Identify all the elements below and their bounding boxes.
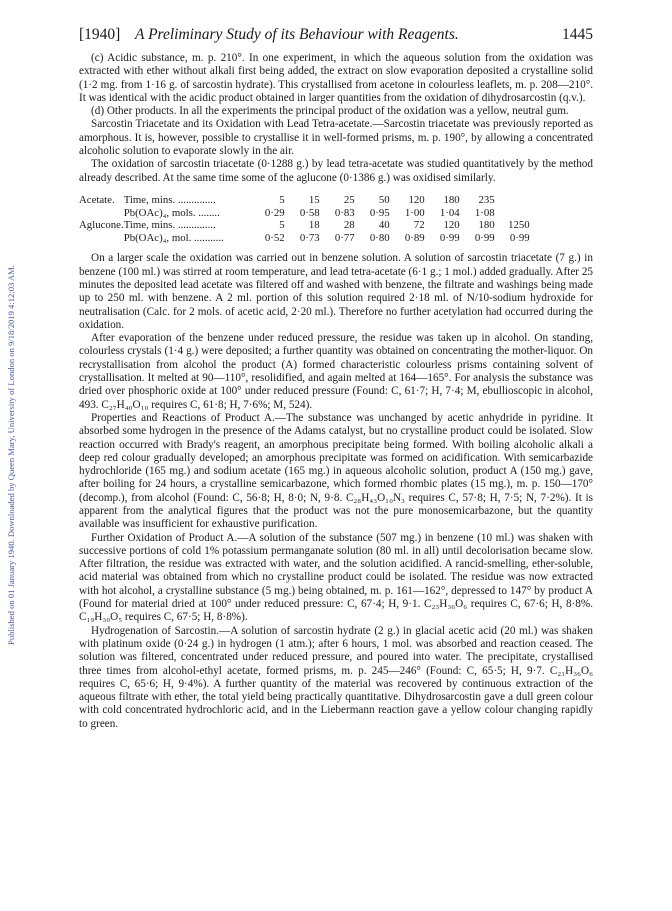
table-group-label: Aglucone. bbox=[79, 219, 124, 232]
oxidation-data-table bbox=[79, 194, 534, 244]
table-cell: 1250 bbox=[508, 219, 530, 232]
table-cell: 0·99 bbox=[439, 231, 460, 244]
table-row bbox=[79, 219, 534, 232]
paragraph-hydrogenation: Hydrogenation of Sarcostin.—A solution of sarcostin hydrate (2 g.) in glacial acetic acid (20 ml.) was shaken with platinum oxide (0·24 g.) in hydrogen (1 atm.); after 6 hours, 1 mol. was absorbed and reaction ceased. The solution was filtered, concentrated under reduced pressure, and poured into water. The precipitate, crystallised three times from alcohol-ethyl acetate, formed prisms, m. p. 245—246° (Found: C, 65·5; H, 9·7. C₂₁H₃₆O₆ requires C, 65·6; H, 9·4%). A further quantity of the material was recovered by continuous extraction of the aqueous filtrate with ether, the total yield being practically quantitative. Dihydrosarcostin gave a dull green colour with cold concentrated hydrochloric acid, and in the Liebermann reaction gave a yellow colour changing rapidly to green. bbox=[79, 624, 593, 730]
table-cell: 1·08 bbox=[474, 206, 495, 219]
table-cell: 0·77 bbox=[334, 231, 355, 244]
paragraph-further-oxidation: Further Oxidation of Product A.—A solution of the substance (507 mg.) in benzene (10 ml.) was shaken with successive portions of cold 1% potassium permanganate solution (80 ml. in all) until decolorisation became slow. After filtration, the residue was extracted with water, and the solution acidified. A rancid-smelling, ether-soluble, acid material was obtained from which no crystalline product could be isolated. The residue was now extracted with hot alcohol, a crystalline substance (5 mg.) being obtained, m. p. 161—162°, depressed to 147° by product A (Found for material dried at 100° under reduced pressure: C, 67·4; H, 9·1. C₂₃H₃₆O₆ requires C, 67·6; H, 8·8%. C₁₉H₃₀O₅ requires C, 67·5; H, 8·8%). bbox=[79, 531, 593, 624]
paragraph-properties-product-a: Properties and Reactions of Product A.—The substance was unchanged by acetic anhydride in pyridine. It absorbed some hydrogen in the presence of the Adams catalyst, but no crystalline product could be isolated. Slow reaction occurred with Brady's reagent, an amorphous precipitate being formed. With boiling alcoholic alkali a deep red colour gradually developed; an amorphous precipitate was formed on acidification. With semicarbazide hydrochloride (165 mg.) and sodium acetate (165 mg.) in aqueous alcoholic solution, product A (150 mg.) gave, after boiling for 24 hours, a crystalline semicarbazone, which formed rhombic plates (15 mg.), m. p. 150—170° (decomp.), from alcohol (Found: C, 56·8; H, 8·0; N, 9·8. C₂₈H₄₃O₁₀N₃ requires C, 57·8; H, 7·5; N, 7·2%). It is apparent from the analytical figures that the product was not the pure monosemicarbazone, but the quantity available was insufficient for exhaustive purification. bbox=[79, 411, 593, 531]
table-cell: 25 bbox=[343, 193, 355, 206]
article-body bbox=[79, 52, 593, 731]
table-cell bbox=[499, 207, 534, 220]
table-cell: 72 bbox=[413, 219, 425, 232]
table-cell: 120 bbox=[443, 219, 460, 232]
running-header bbox=[79, 26, 593, 44]
paragraph-sarcostin-triacetate: Sarcostin Triacetate and its Oxidation with Lead Tetra-acetate.—Sarcostin triacetate was previously reported as amorphous. It is, however, possible to crystallise it in well-formed prisms, m. p. 190°, by allowing a concentrated alcoholic solution to evaporate slowly in the air. bbox=[79, 118, 593, 158]
table-cell: 1·00 bbox=[404, 206, 425, 219]
table-cell: 1·04 bbox=[439, 206, 460, 219]
table-cell: 0·95 bbox=[369, 206, 390, 219]
table-cell: 180 bbox=[478, 219, 495, 232]
table-cell: 0·89 bbox=[404, 231, 425, 244]
table-cell: 120 bbox=[408, 193, 425, 206]
table-cell: 40 bbox=[378, 219, 390, 232]
table-cell: 0·73 bbox=[299, 231, 320, 244]
table-cell: 0·29 bbox=[264, 206, 285, 219]
oxidation-table bbox=[79, 194, 593, 244]
table-cell bbox=[499, 194, 534, 207]
table-row bbox=[79, 232, 534, 245]
paragraph-oxidation-quantitative: The oxidation of sarcostin triacetate (0·1288 g.) by lead tetra-acetate was studied quantitatively by the method already described. At the same time some of the aglucone (0·1386 g.) was oxidised similarly. bbox=[79, 158, 593, 184]
table-cell: 235 bbox=[478, 193, 495, 206]
table-cell: 180 bbox=[443, 193, 460, 206]
table-row bbox=[79, 194, 534, 207]
table-cell: 0·52 bbox=[264, 231, 285, 244]
paragraph-other-products: (d) Other products. In all the experiments the principal product of the oxidation was a yellow, neutral gum. bbox=[91, 105, 569, 118]
table-cell: 28 bbox=[343, 219, 355, 232]
table-group-label bbox=[79, 232, 124, 245]
table-row-label: Time, mins. .............. bbox=[123, 219, 216, 232]
page-number: 1445 bbox=[562, 26, 593, 43]
table-cell: 5 bbox=[279, 193, 285, 206]
table-cell: 5 bbox=[279, 219, 285, 232]
table-row-label: Pb(OAc)₄, mol. ........... bbox=[123, 231, 224, 244]
table-cell: 18 bbox=[308, 219, 320, 232]
table-cell: 0·83 bbox=[334, 206, 355, 219]
table-cell: 0·99 bbox=[509, 231, 530, 244]
table-cell: 0·58 bbox=[299, 206, 320, 219]
table-cell: 0·99 bbox=[474, 231, 495, 244]
table-cell: 0·80 bbox=[369, 231, 390, 244]
table-group-label: Acetate. bbox=[79, 193, 115, 206]
header-title: A Preliminary Study of its Behaviour with Reagents. bbox=[135, 26, 459, 43]
table-cell: 15 bbox=[308, 193, 320, 206]
paragraph-acidic-substance: (c) Acidic substance, m. p. 210°. In one experiment, in which the aqueous solution from the oxidation was extracted with ether without alkali first being added, the extract on slow evaporation deposited a crystalline solid (1·2 mg. from 1·16 g. of sarcostin hydrate). This crystallised from acetone in colourless leaflets, m. p. 208—210°. It was identical with the acidic product obtained in larger quantities from the oxidation of dihydrosarcostin (q.v.). bbox=[79, 52, 593, 104]
download-watermark-text: Published on 01 January 1940. Downloaded by Queen Mary, University of London on 9/18/2019 4:12:03 AM. bbox=[6, 265, 16, 645]
table-row-label: Pb(OAc)₄, mols. ........ bbox=[123, 206, 220, 219]
table-row bbox=[79, 207, 534, 220]
table-group-label bbox=[79, 207, 124, 220]
paragraph-product-a: After evaporation of the benzene under reduced pressure, the residue was taken up in alcohol. On standing, colourless crystals (1·4 g.) were deposited; a further quantity was obtained on concentrating the mother-liquor. On recrystallisation from alcohol the product (A) formed characteristic colourless prisms containing solvent of crystallisation. It melted at 90—110°, resolidified, and again melted at 164—165°. For analysis the substance was dried over phosphoric oxide at 100° under reduced pressure (Found: C, 61·7; H, 7·4; M, ebullioscopic in alcohol, 493. C₂₇H₄₀O₁₀ requires C, 61·8; H, 7·6%; M, 524). bbox=[79, 332, 593, 411]
header-year: [1940] bbox=[79, 26, 121, 43]
table-row-label: Time, mins. .............. bbox=[123, 193, 216, 206]
paragraph-larger-scale-oxidation: On a larger scale the oxidation was carried out in benzene solution. A solution of sarcostin triacetate (7 g.) in benzene (100 ml.) was stirred at room temperature, and lead tetra-acetate (6·1 g.; 1 mol.) added gradually. After 25 minutes the deposited lead acetate was filtered off and washed with benzene, the filtrate and washings being made up to 250 ml. with benzene. A 2 ml. portion of this solution required 2·18 ml. of N/10-sodium hydroxide for neutralisation (Calc. for 2 mols. of acetic acid, 2·20 ml.). Therefore no further acetylation had occurred during the oxidation. bbox=[79, 252, 594, 331]
table-cell: 50 bbox=[378, 193, 390, 206]
download-watermark bbox=[0, 0, 22, 911]
